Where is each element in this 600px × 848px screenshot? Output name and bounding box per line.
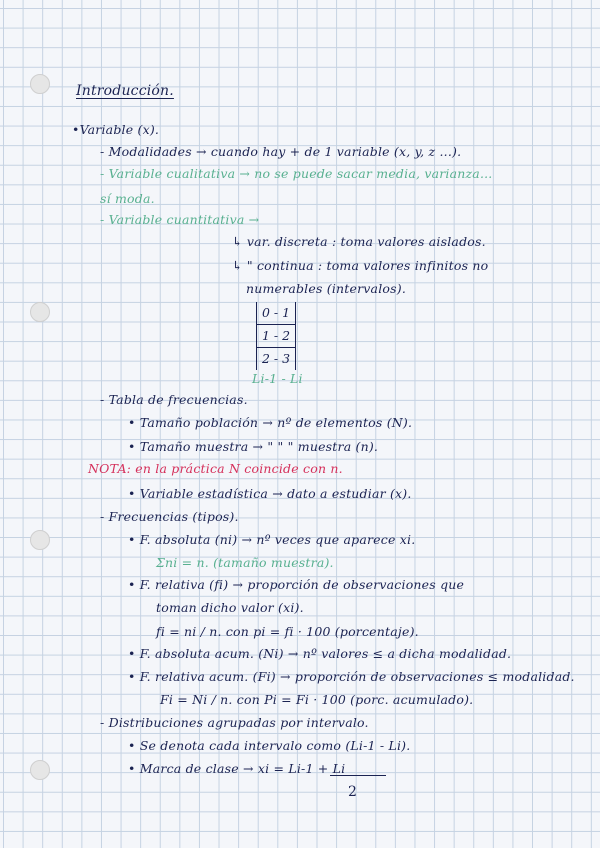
note-line: numerables (intervalos). — [246, 281, 406, 296]
note-line: • F. absoluta (ni) → nº veces que aparece xi. — [128, 532, 416, 547]
note-line: ↳ " continua : toma valores infinitos no — [232, 258, 489, 273]
binder-hole-top — [30, 74, 50, 94]
interval-row: 0 - 1 — [257, 302, 295, 325]
note-line: • Variable estadística → dato a estudiar (x). — [128, 486, 412, 501]
note-line: • Tamaño población → nº de elementos (N). — [128, 415, 413, 430]
note-line: •Variable (x). — [72, 122, 160, 137]
note-line: - Variable cualitativa → no se puede sacar media, varianza... — [100, 166, 493, 181]
note-line: • Tamaño muestra → " " " muestra (n). — [128, 439, 379, 454]
note-line: - Tabla de frecuencias. — [100, 392, 248, 407]
note-line: ↳ var. discreta : toma valores aislados. — [232, 234, 486, 249]
note-line: Li-1 - Li — [252, 371, 303, 386]
page-number: 2 — [348, 784, 357, 800]
binder-hole-lower — [30, 530, 50, 550]
note-line: Fi = Ni / n. con Pi = Fi · 100 (porc. acumulado). — [160, 692, 474, 707]
interval-table — [256, 302, 296, 370]
note-line: - Modalidades → cuando hay + de 1 variable (x, y, z ...). — [100, 144, 462, 159]
note-line: • Se denota cada intervalo como (Li-1 - Li). — [128, 738, 411, 753]
page-title: Introducción. — [76, 83, 174, 99]
binder-hole-bottom — [30, 760, 50, 780]
note-line: • F. absoluta acum. (Ni) → nº valores ≤ a dicha modalidad. — [128, 646, 512, 661]
note-line: • Marca de clase → xi = Li-1 + Li — [128, 761, 346, 776]
note-line: - Frecuencias (tipos). — [100, 509, 239, 524]
note-line: fi = ni / n. con pi = fi · 100 (porcentaje). — [156, 624, 419, 639]
note-line: - Distribuciones agrupadas por intervalo. — [100, 715, 369, 730]
binder-hole-middle — [30, 302, 50, 322]
fraction-bar — [330, 775, 386, 776]
note-line: Σni = n. (tamaño muestra). — [156, 555, 334, 570]
interval-row: 1 - 2 — [257, 325, 295, 348]
note-line: sí moda. — [100, 191, 155, 206]
note-line: • F. relativa acum. (Fi) → proporción de observaciones ≤ modalidad. — [128, 669, 575, 684]
interval-row: 2 - 3 — [261, 351, 291, 366]
note-line: toman dicho valor (xi). — [156, 600, 304, 615]
note-line: - Variable cuantitativa → — [100, 212, 260, 227]
note-line: • F. relativa (fi) → proporción de observaciones que — [128, 577, 465, 592]
note-line: NOTA: en la práctica N coincide con n. — [88, 461, 343, 476]
